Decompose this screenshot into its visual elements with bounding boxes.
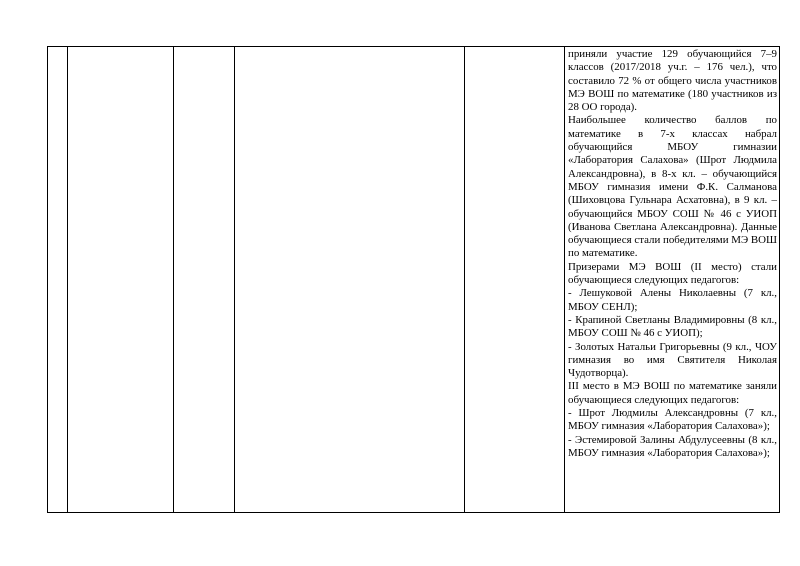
paragraph: Наибольшее количество баллов по математике в 7-х классах набрал обучающийся МБОУ гимназии «Лаборатория Салахова» (Шрот Людмила Александровна), в 8-х кл. – обучающийся МБОУ гимназия имени Ф.К. Салманова (Шиховцова Гульнара Асхатовна), в 9 кл. – обучающийся МБОУ СОШ № 46 с УИОП (Иванова Светлана Александровна). Данные обучающиеся стали победителями МЭ ВОШ по математике.: [568, 114, 777, 260]
list-item: - Золотых Натальи Григорьевны (9 кл., ЧОУ гимназия во имя Святителя Николая Чудотворца).: [568, 340, 777, 380]
report-table: [47, 46, 780, 513]
table-cell-empty: [465, 47, 565, 513]
paragraph: III место в МЭ ВОШ по математике заняли обучающиеся следующих педагогов:: [568, 380, 777, 406]
table-cell-empty: [68, 47, 174, 513]
table-cell-empty: [235, 47, 465, 513]
table-cell-number: [48, 47, 68, 513]
paragraph: приняли участие 129 обучающийся 7–9 классов (2017/2018 уч.г. – 176 чел.), что составило 72 % от общего числа участников МЭ ВОШ по математике (180 участников из 28 ОО города).: [568, 48, 777, 114]
table-row: [48, 47, 780, 513]
list-item: - Лешуковой Алены Николаевны (7 кл., МБОУ СЕНЛ);: [568, 287, 777, 313]
list-item: - Крапиной Светланы Владимировны (8 кл., МБОУ СОШ № 46 с УИОП);: [568, 313, 777, 340]
paragraph: Призерами МЭ ВОШ (II место) стали обучающиеся следующих педагогов:: [568, 260, 777, 287]
list-item: - Шрот Людмилы Александровны (7 кл., МБОУ гимназия «Лаборатория Салахова»);: [568, 407, 777, 433]
table-cell-description: [565, 47, 780, 513]
list-item: - Эстемировой Залины Абдулусеевны (8 кл., МБОУ гимназия «Лаборатория Салахова»);: [568, 433, 777, 459]
table-cell-empty: [174, 47, 235, 513]
description-text: [568, 48, 777, 460]
